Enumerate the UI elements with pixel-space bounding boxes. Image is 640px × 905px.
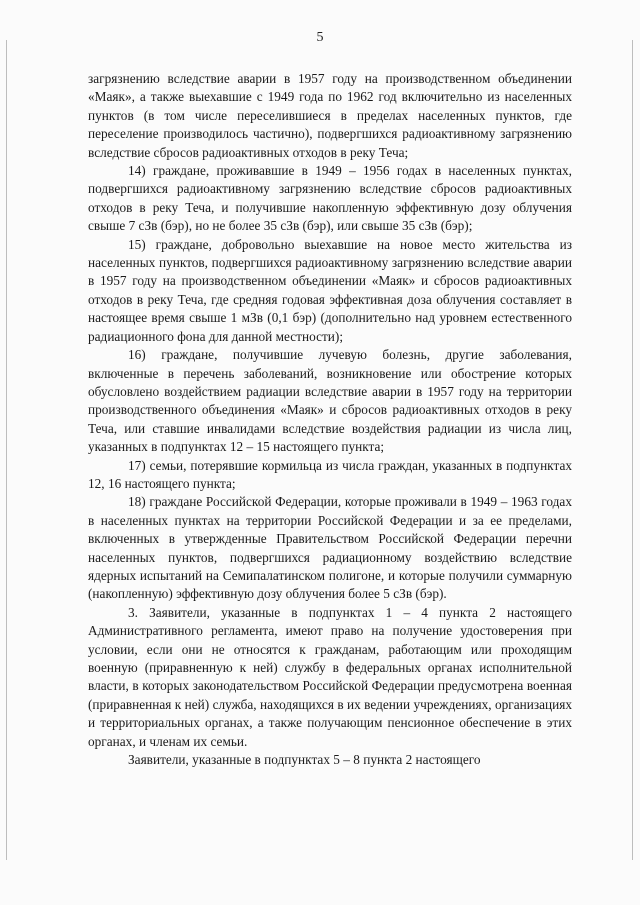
paragraph-section-3: 3. Заявители, указанные в подпунктах 1 – 4 пункта 2 настоящего Административного регламента, имеют право на получение удостоверения при условии, если они не относятся к гражданам, работающим или проходящим военную (приравненную к ней) службу в федеральных органах исполнительной власти, в которых законодательством Российской Федерации предусмотрена военная (приравненная к ней) служба, находящихся в их ведении учреждениях, организациях и территориальных органах, а также получающим пенсионное обеспечение в этих органах, и членам их семьи.	[88, 604, 572, 749]
paragraph-item-17: 17) семьи, потерявшие кормильца из числа граждан, указанных в подпунктах 12, 16 настоящего пункта;	[88, 457, 572, 491]
page-number: 5	[316, 30, 324, 45]
paragraph-item-18: 18) граждане Российской Федерации, которые проживали в 1949 – 1963 годах в населенных пунктах на территории Российской Федерации и за ее пределами, включенных в утвержденные Правительством Российской Федерации перечни населенных пунктов, подвергшихся радиационному воздействию вследствие ядерных испытаний на Семипалатинском полигоне, и которые получили суммарную (накопленную) эффективную дозу облучения более 5 сЗв (бэр).	[88, 494, 572, 602]
paragraph-item-15: 15) граждане, добровольно выехавшие на новое место жительства из населенных пунктов, подвергшихся радиоактивному загрязнению вследствие аварии в 1957 году на производственном объединении «Маяк» и сбросов радиоактивных отходов в реку Теча, где средняя годовая эффективная доза облучения составляет в настоящее время свыше 1 мЗв (0,1 бэр) (дополнительно над уровнем естественного радиационного фона для данной местности);	[88, 236, 572, 344]
paragraph-item-16: 16) граждане, получившие лучевую болезнь, другие заболевания, включенные в перечень заболеваний, возникновение или обострение которых обусловлено воздействием радиации вследствие аварии в 1957 году на территории производственного объединения «Маяк» и сбросов радиоактивных отходов в реку Теча, или ставшие инвалидами вследствие воздействия радиации из числа лиц, указанных в подпунктах 12 – 15 настоящего пункта;	[88, 347, 572, 455]
document-body	[88, 70, 572, 769]
paragraph-item-14: 14) граждане, проживавшие в 1949 – 1956 годах в населенных пунктах, подвергшихся радиоактивному загрязнению вследствие сбросов радиоактивных отходов в реку Теча, и получившие накопленную эффективную дозу облучения свыше 7 сЗв (бэр), но не более 35 сЗв (бэр), или свыше 35 сЗв (бэр);	[88, 163, 572, 234]
paragraph-applicants-5-8: Заявители, указанные в подпунктах 5 – 8 пункта 2 настоящего	[128, 752, 481, 768]
paragraph-continuation: загрязнению вследствие аварии в 1957 году на производственном объединении «Маяк», а также выехавшие с 1949 года по 1962 год включительно из населенных пунктов (в том числе переселившиеся в пределах населенных пунктов, где переселение производилось частично), подвергшихся радиоактивному загрязнению вследствие сбросов радиоактивных отходов в реку Теча;	[88, 71, 572, 160]
scan-edge-right	[632, 40, 633, 860]
scan-edge-left	[6, 40, 7, 860]
